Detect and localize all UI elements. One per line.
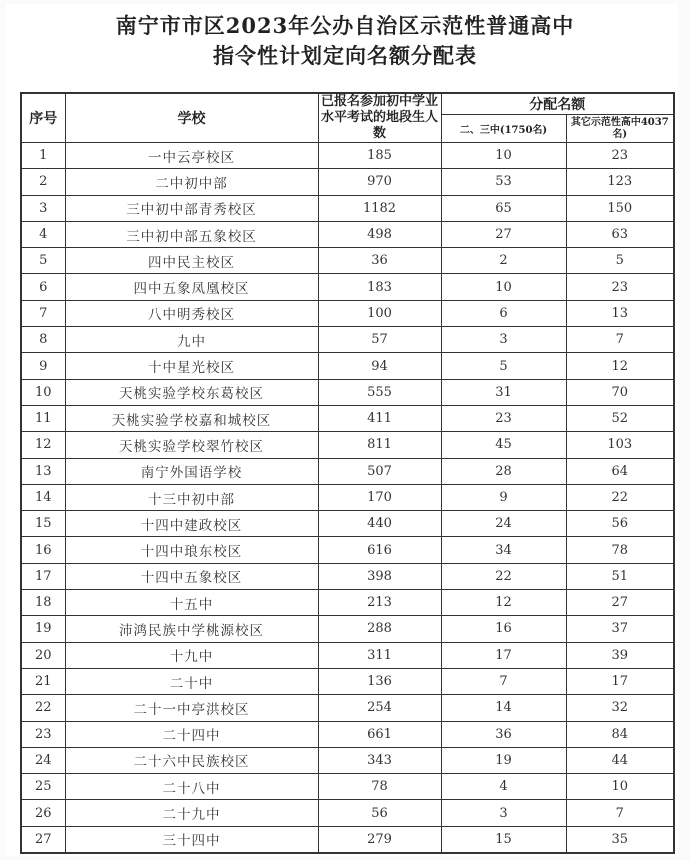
row-seq: 23 bbox=[21, 721, 65, 747]
row-school-name: 十九中 bbox=[65, 642, 318, 668]
row-registered-count: 507 bbox=[318, 458, 441, 484]
row-allocation-no2-no3: 53 bbox=[441, 169, 566, 195]
row-registered-count: 288 bbox=[318, 616, 441, 642]
row-seq: 13 bbox=[21, 458, 65, 484]
document-title-line1: 南宁市市区2023年公办自治区示范性普通高中 bbox=[115, 13, 575, 38]
table-body bbox=[21, 143, 674, 854]
row-seq: 16 bbox=[21, 537, 65, 563]
row-allocation-other: 70 bbox=[566, 379, 674, 405]
row-allocation-other: 7 bbox=[566, 327, 674, 353]
row-seq: 4 bbox=[21, 221, 65, 247]
row-school-name: 二十四中 bbox=[65, 721, 318, 747]
row-allocation-no2-no3: 65 bbox=[441, 195, 566, 221]
row-seq: 25 bbox=[21, 774, 65, 800]
row-allocation-other: 22 bbox=[566, 484, 674, 510]
row-seq: 12 bbox=[21, 432, 65, 458]
row-allocation-no2-no3: 45 bbox=[441, 432, 566, 458]
row-seq: 17 bbox=[21, 563, 65, 589]
table-row bbox=[21, 379, 674, 405]
row-registered-count: 440 bbox=[318, 511, 441, 537]
row-seq: 9 bbox=[21, 353, 65, 379]
table-row bbox=[21, 274, 674, 300]
row-allocation-other: 32 bbox=[566, 695, 674, 721]
row-seq: 27 bbox=[21, 826, 65, 853]
table-row bbox=[21, 826, 674, 853]
row-allocation-no2-no3: 5 bbox=[441, 353, 566, 379]
row-allocation-other: 37 bbox=[566, 616, 674, 642]
row-registered-count: 343 bbox=[318, 747, 441, 773]
row-allocation-no2-no3: 31 bbox=[441, 379, 566, 405]
table-row bbox=[21, 800, 674, 826]
row-allocation-other: 150 bbox=[566, 195, 674, 221]
row-school-name: 南宁外国语学校 bbox=[65, 458, 318, 484]
row-allocation-other: 84 bbox=[566, 721, 674, 747]
table-row bbox=[21, 511, 674, 537]
table-row bbox=[21, 537, 674, 563]
table-row bbox=[21, 195, 674, 221]
row-allocation-no2-no3: 9 bbox=[441, 484, 566, 510]
row-school-name: 天桃实验学校翠竹校区 bbox=[65, 432, 318, 458]
table-row bbox=[21, 300, 674, 326]
row-allocation-no2-no3: 24 bbox=[441, 511, 566, 537]
row-allocation-no2-no3: 2 bbox=[441, 248, 566, 274]
row-allocation-no2-no3: 22 bbox=[441, 563, 566, 589]
row-registered-count: 100 bbox=[318, 300, 441, 326]
row-allocation-other: 78 bbox=[566, 537, 674, 563]
row-school-name: 十四中建政校区 bbox=[65, 511, 318, 537]
row-school-name: 三中初中部青秀校区 bbox=[65, 195, 318, 221]
row-allocation-no2-no3: 27 bbox=[441, 221, 566, 247]
table-row bbox=[21, 616, 674, 642]
row-allocation-other: 23 bbox=[566, 274, 674, 300]
row-school-name: 十三中初中部 bbox=[65, 484, 318, 510]
row-seq: 15 bbox=[21, 511, 65, 537]
row-registered-count: 311 bbox=[318, 642, 441, 668]
row-registered-count: 661 bbox=[318, 721, 441, 747]
row-school-name: 二十八中 bbox=[65, 774, 318, 800]
row-registered-count: 36 bbox=[318, 248, 441, 274]
row-registered-count: 555 bbox=[318, 379, 441, 405]
row-allocation-no2-no3: 10 bbox=[441, 143, 566, 169]
row-registered-count: 170 bbox=[318, 484, 441, 510]
table-row bbox=[21, 169, 674, 195]
row-allocation-other: 13 bbox=[566, 300, 674, 326]
row-school-name: 十四中琅东校区 bbox=[65, 537, 318, 563]
row-seq: 14 bbox=[21, 484, 65, 510]
row-allocation-other: 56 bbox=[566, 511, 674, 537]
table-row bbox=[21, 143, 674, 169]
row-registered-count: 136 bbox=[318, 668, 441, 694]
header-seq: 序号 bbox=[21, 93, 65, 143]
table-row bbox=[21, 484, 674, 510]
table-row bbox=[21, 221, 674, 247]
row-seq: 19 bbox=[21, 616, 65, 642]
row-seq: 20 bbox=[21, 642, 65, 668]
row-registered-count: 616 bbox=[318, 537, 441, 563]
row-registered-count: 94 bbox=[318, 353, 441, 379]
table-row bbox=[21, 432, 674, 458]
row-school-name: 四中民主校区 bbox=[65, 248, 318, 274]
row-seq: 11 bbox=[21, 405, 65, 431]
row-school-name: 三中初中部五象校区 bbox=[65, 221, 318, 247]
row-allocation-other: 63 bbox=[566, 221, 674, 247]
row-allocation-no2-no3: 15 bbox=[441, 826, 566, 853]
row-registered-count: 56 bbox=[318, 800, 441, 826]
row-allocation-other: 52 bbox=[566, 405, 674, 431]
row-registered-count: 254 bbox=[318, 695, 441, 721]
row-school-name: 天桃实验学校东葛校区 bbox=[65, 379, 318, 405]
row-school-name: 二十六中民族校区 bbox=[65, 747, 318, 773]
row-school-name: 九中 bbox=[65, 327, 318, 353]
row-allocation-no2-no3: 16 bbox=[441, 616, 566, 642]
row-school-name: 二中初中部 bbox=[65, 169, 318, 195]
table-row bbox=[21, 405, 674, 431]
row-allocation-no2-no3: 17 bbox=[441, 642, 566, 668]
row-seq: 6 bbox=[21, 274, 65, 300]
row-seq: 22 bbox=[21, 695, 65, 721]
row-allocation-no2-no3: 3 bbox=[441, 800, 566, 826]
row-registered-count: 78 bbox=[318, 774, 441, 800]
row-allocation-other: 10 bbox=[566, 774, 674, 800]
row-school-name: 四中五象凤凰校区 bbox=[65, 274, 318, 300]
row-seq: 7 bbox=[21, 300, 65, 326]
row-registered-count: 57 bbox=[318, 327, 441, 353]
row-registered-count: 1182 bbox=[318, 195, 441, 221]
row-registered-count: 183 bbox=[318, 274, 441, 300]
row-allocation-no2-no3: 3 bbox=[441, 327, 566, 353]
row-seq: 24 bbox=[21, 747, 65, 773]
row-school-name: 沛鸿民族中学桃源校区 bbox=[65, 616, 318, 642]
row-registered-count: 279 bbox=[318, 826, 441, 853]
row-allocation-no2-no3: 7 bbox=[441, 668, 566, 694]
row-school-name: 二十中 bbox=[65, 668, 318, 694]
table-row bbox=[21, 774, 674, 800]
row-allocation-no2-no3: 36 bbox=[441, 721, 566, 747]
row-allocation-other: 7 bbox=[566, 800, 674, 826]
row-school-name: 十四中五象校区 bbox=[65, 563, 318, 589]
row-allocation-other: 27 bbox=[566, 590, 674, 616]
row-registered-count: 970 bbox=[318, 169, 441, 195]
row-school-name: 二十一中亭洪校区 bbox=[65, 695, 318, 721]
table-row bbox=[21, 248, 674, 274]
row-seq: 3 bbox=[21, 195, 65, 221]
row-seq: 18 bbox=[21, 590, 65, 616]
header-school: 学校 bbox=[65, 93, 318, 143]
table-row bbox=[21, 563, 674, 589]
row-allocation-no2-no3: 23 bbox=[441, 405, 566, 431]
row-allocation-other: 5 bbox=[566, 248, 674, 274]
row-allocation-no2-no3: 28 bbox=[441, 458, 566, 484]
row-seq: 21 bbox=[21, 668, 65, 694]
row-seq: 8 bbox=[21, 327, 65, 353]
row-registered-count: 811 bbox=[318, 432, 441, 458]
row-allocation-no2-no3: 4 bbox=[441, 774, 566, 800]
header-no2-no3-schools: 二、三中(1750名) bbox=[441, 115, 566, 143]
row-allocation-other: 64 bbox=[566, 458, 674, 484]
table-row bbox=[21, 721, 674, 747]
row-allocation-no2-no3: 6 bbox=[441, 300, 566, 326]
row-registered-count: 398 bbox=[318, 563, 441, 589]
row-registered-count: 411 bbox=[318, 405, 441, 431]
document-title-line2: 指令性计划定向名额分配表 bbox=[213, 43, 477, 68]
table-row bbox=[21, 695, 674, 721]
table-row bbox=[21, 458, 674, 484]
row-registered-count: 213 bbox=[318, 590, 441, 616]
row-school-name: 十中星光校区 bbox=[65, 353, 318, 379]
row-school-name: 二十九中 bbox=[65, 800, 318, 826]
row-allocation-other: 17 bbox=[566, 668, 674, 694]
row-registered-count: 498 bbox=[318, 221, 441, 247]
row-school-name: 一中云亭校区 bbox=[65, 143, 318, 169]
row-school-name: 八中明秀校区 bbox=[65, 300, 318, 326]
table-row bbox=[21, 668, 674, 694]
row-registered-count: 185 bbox=[318, 143, 441, 169]
row-seq: 2 bbox=[21, 169, 65, 195]
table-row bbox=[21, 642, 674, 668]
row-allocation-other: 123 bbox=[566, 169, 674, 195]
row-seq: 10 bbox=[21, 379, 65, 405]
header-allocation: 分配名额 bbox=[441, 93, 674, 115]
row-allocation-other: 51 bbox=[566, 563, 674, 589]
row-seq: 5 bbox=[21, 248, 65, 274]
row-allocation-other: 39 bbox=[566, 642, 674, 668]
row-allocation-other: 23 bbox=[566, 143, 674, 169]
row-allocation-no2-no3: 12 bbox=[441, 590, 566, 616]
allocation-table bbox=[20, 92, 675, 854]
table-row bbox=[21, 747, 674, 773]
row-seq: 26 bbox=[21, 800, 65, 826]
row-allocation-other: 12 bbox=[566, 353, 674, 379]
row-school-name: 十五中 bbox=[65, 590, 318, 616]
row-allocation-no2-no3: 14 bbox=[441, 695, 566, 721]
header-other-schools: 其它示范性高中4037名) bbox=[566, 115, 674, 143]
table-row bbox=[21, 590, 674, 616]
row-allocation-no2-no3: 19 bbox=[441, 747, 566, 773]
row-allocation-no2-no3: 34 bbox=[441, 537, 566, 563]
row-allocation-other: 103 bbox=[566, 432, 674, 458]
header-registered-count: 已报名参加初中学业水平考试的地段生人数 bbox=[318, 93, 441, 143]
row-allocation-other: 35 bbox=[566, 826, 674, 853]
table-row bbox=[21, 353, 674, 379]
row-school-name: 天桃实验学校嘉和城校区 bbox=[65, 405, 318, 431]
row-school-name: 三十四中 bbox=[65, 826, 318, 853]
row-allocation-other: 44 bbox=[566, 747, 674, 773]
table-row bbox=[21, 327, 674, 353]
row-allocation-no2-no3: 10 bbox=[441, 274, 566, 300]
row-seq: 1 bbox=[21, 143, 65, 169]
